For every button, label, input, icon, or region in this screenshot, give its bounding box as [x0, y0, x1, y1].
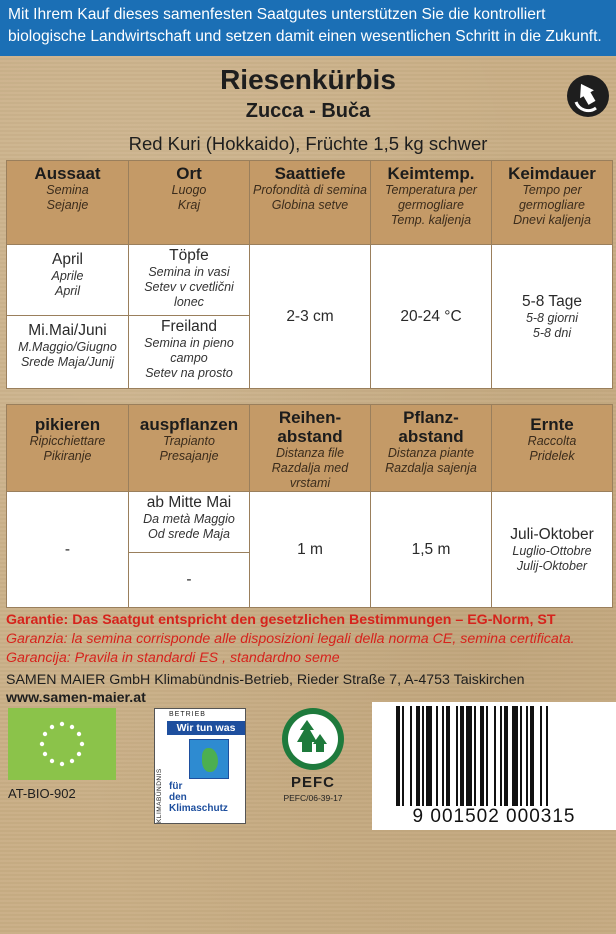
- cell-pikieren: -: [7, 492, 129, 608]
- guarantee-de: Garantie: Das Saatgut entspricht den gesetzlichen Bestimmungen – EG-Norm, ST: [6, 612, 556, 628]
- header-aussaat: Aussaat Semina Sejanje: [7, 161, 129, 245]
- cell-ort: [129, 245, 250, 389]
- sowing-table: [6, 160, 613, 389]
- cell-auspflanzen: [129, 492, 250, 608]
- aussaat-april: April Aprile April: [51, 251, 84, 298]
- klimabuendnis-logo: BETRIEB KLIMABÜNDNIS Wir tun was für den Klimaschutz: [154, 708, 246, 824]
- cell-keimtemp: 20-24 °C: [371, 245, 492, 389]
- auspflanzen-none: -: [129, 552, 249, 606]
- guarantee-it: Garanzia: la semina corrisponde alle disposizioni legali della norma CE, semina certificata.: [6, 631, 575, 647]
- pefc-logo: PEFC PEFC/06-39-17: [276, 706, 350, 824]
- header-keimdauer: Keimdauer Tempo per germogliare Dnevi kaljenja: [492, 161, 613, 245]
- header-ernte: Ernte Raccolta Pridelek: [492, 405, 613, 492]
- recycle-icon: [566, 74, 610, 118]
- eu-organic-leaf-icon: [8, 708, 116, 780]
- planting-table: [6, 404, 613, 608]
- cell-aussaat: [7, 245, 129, 389]
- cell-reihenabstand: 1 m: [250, 492, 371, 608]
- aussaat-mai-juni: Mi.Mai/Juni M.Maggio/Giugno Srede Maja/Junij: [7, 315, 128, 387]
- cell-ernte: Juli-Oktober Luglio-Ottobre Julij-Oktober: [492, 492, 613, 608]
- banner-line-1: Mit Ihrem Kauf dieses samenfesten Saatgutes unterstützen Sie die kontrolliert: [8, 6, 546, 23]
- bio-control-code: AT-BIO-902: [8, 786, 76, 801]
- guarantee-hr: Garancija: Pravila in standardi ES , standardno seme: [6, 650, 340, 666]
- header-ort: Ort Luogo Kraj: [129, 161, 250, 245]
- header-auspflanzen: auspflanzen Trapianto Presajanje: [129, 405, 250, 492]
- guarantee-block: [6, 611, 612, 668]
- header-pflanzabstand: Pflanz-abstand Distanza piante Razdalja sajenja: [371, 405, 492, 492]
- info-banner: [0, 0, 616, 56]
- ort-freiland: Freiland Semina in pieno campo Setev na prosto: [129, 315, 249, 387]
- cell-saattiefe: 2-3 cm: [250, 245, 371, 389]
- company-address: SAMEN MAIER GmbH Klimabündnis-Betrieb, Rieder Straße 7, A-4753 Taiskirchen: [6, 672, 525, 688]
- banner-line-2: biologische Landwirtschaft und setzen damit einen wesentlichen Schritt in die Zukunft.: [8, 28, 602, 45]
- auspflanzen-mitte-mai: ab Mitte Mai Da metà Maggio Od srede Maja: [143, 494, 235, 541]
- header-saattiefe: Saattiefe Profondità di semina Globina setve: [250, 161, 371, 245]
- barcode-number: 9 001502 000315: [412, 806, 576, 827]
- product-subtitle: Zucca - Buča: [245, 100, 371, 122]
- header-keimtemp: Keimtemp. Temperatura per germogliare Temp. kaljenja: [371, 161, 492, 245]
- ort-toepfe: Töpfe Semina in vasi Setev v cvetlični lonec: [144, 247, 234, 309]
- cell-keimdauer: 5-8 Tage 5-8 giorni 5-8 dni: [492, 245, 613, 389]
- header-pikieren: pikieren Ripicchiettare Pikiranje: [7, 405, 129, 492]
- cell-pflanzabstand: 1,5 m: [371, 492, 492, 608]
- product-title: Riesenkürbis: [220, 64, 396, 95]
- product-variety: Red Kuri (Hokkaido), Früchte 1,5 kg schwer: [128, 133, 488, 154]
- globe-icon: [189, 739, 229, 779]
- company-website[interactable]: www.samen-maier.at: [6, 690, 146, 706]
- pefc-tree-icon: [280, 706, 346, 772]
- barcode: [372, 702, 616, 830]
- header-reihenabstand: Reihen-abstand Distanza file Razdalja med vrstami: [250, 405, 371, 492]
